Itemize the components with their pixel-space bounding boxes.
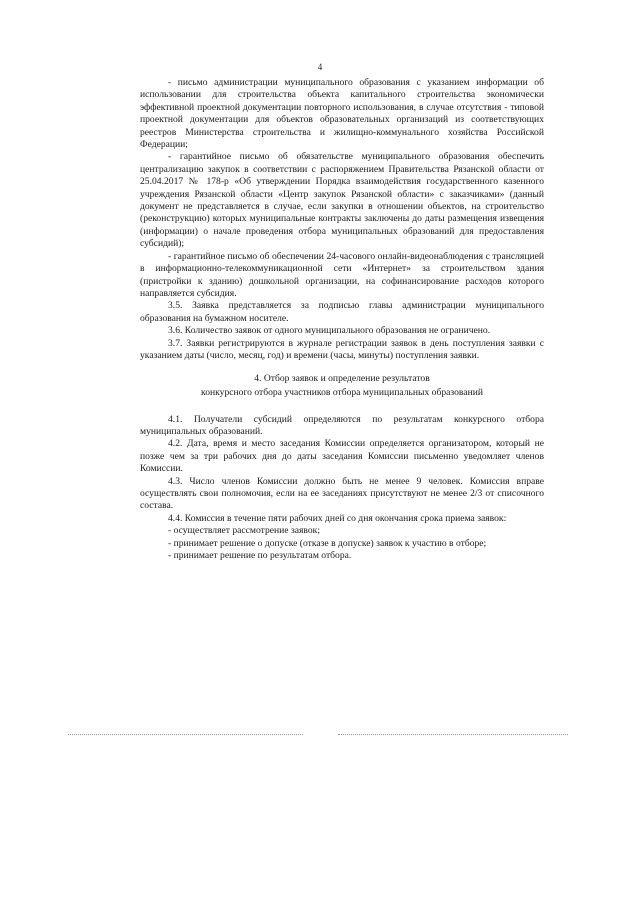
paragraph-letter-design-docs: - письмо администрации муниципального образования с указанием информации об использовании для строительства объекта капитального строительства экономически эффективной проектной документации повторного использования, в случае отсутствия - типовой проектной документации для объектов образовательных организаций из соответствующих реестров Министерства строительства и жилищно-коммунального хозяйства Российской Федерации; xyxy=(140,77,544,151)
paragraph-3-6: 3.6. Количество заявок от одного муниципального образования не ограничено. xyxy=(168,325,491,337)
page-number: 4 xyxy=(317,62,323,72)
paragraph-4-2: 4.2. Дата, время и место заседания Комиссии определяется организатором, который не позже чем за три рабочих дня до даты заседания Комиссии письменно уведомляет членов Комиссии. xyxy=(140,438,544,475)
list-item-review: - осуществляет рассмотрение заявок; xyxy=(168,525,320,537)
section-heading-line-2: конкурсного отбора участников отбора муниципальных образований xyxy=(201,386,483,398)
document-body xyxy=(140,77,544,562)
paragraph-3-5: 3.5. Заявка представляется за подписью главы администрации муниципального образования на бумажном носителе. xyxy=(140,300,544,324)
section-heading-line-1: 4. Отбор заявок и определение результатов xyxy=(254,373,430,385)
paragraph-4-4: 4.4. Комиссия в течение пяти рабочих дней со дня окончания срока приема заявок: xyxy=(168,512,507,524)
paragraph-4-3: 4.3. Число членов Комиссии должно быть не менее 9 человек. Комиссия вправе осуществлять свои полномочия, если на ее заседаниях присутствуют не менее 2/3 от списочного состава. xyxy=(140,475,544,512)
footer-divider-left xyxy=(68,734,303,735)
footer-divider-right xyxy=(338,734,568,735)
paragraph-4-1: 4.1. Получатели субсидий определяются по результатам конкурсного отбора муниципальных образований. xyxy=(140,413,544,437)
list-item-admission: - принимает решение о допуске (отказе в допуске) заявок к участию в отборе; xyxy=(168,537,487,549)
list-item-results: - принимает решение по результатам отбора. xyxy=(168,550,352,561)
footer-divider xyxy=(68,734,568,736)
paragraph-guarantee-video: - гарантийное письмо об обеспечении 24-часового онлайн-видеонаблюдения с трансляцией в информационно-телекоммуникационной сети «Интернет» за строительством здания (пристройки к зданию) дошкольной организации, на софинансирование расходов которого направляется субсидия. xyxy=(140,250,544,299)
paragraph-3-7: 3.7. Заявки регистрируются в журнале регистрации заявок в день поступления заявки с указанием даты (число, месяц, год) и времени (часы, минуты) поступления заявки. xyxy=(140,337,544,361)
section-heading xyxy=(140,372,544,399)
paragraph-guarantee-procurement: - гарантийное письмо об обязательстве муниципального образования обеспечить централизацию закупок в соответствии с распоряжением Правительства Рязанской области от 25.04.2017 № 178-р «Об утверждении Порядка взаимодействия государственного казенного учреждения Рязанской области «Центр закупок Рязанской области» с заказчиками» (данный документ не представляется в случае, если закупки в отношении объектов, на строительство (реконструкцию) которых муниципальные контракты заключены до даты размещения извещения (информации) о начале проведения отбора муниципальных образований для предоставления субсидий); xyxy=(140,151,544,250)
